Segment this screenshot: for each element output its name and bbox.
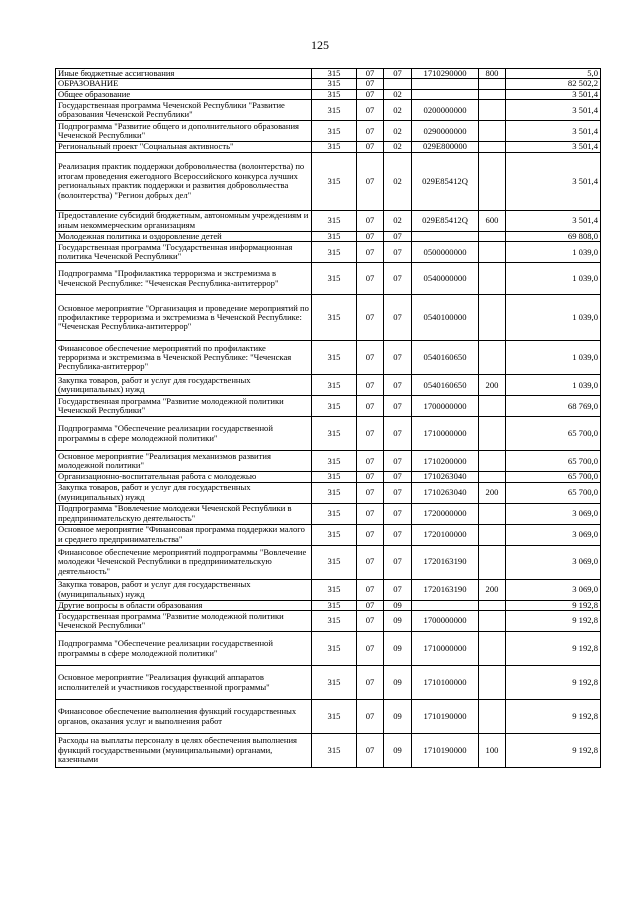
cell-expense-type: [479, 611, 506, 632]
table-row: [56, 545, 601, 579]
cell-name: Реализация практик поддержки добровольчества (волонтерства) по итогам проведения ежегодного Всероссийского конкурса лучших региональных практик поддержки и развития добровольчества (волонтерства) "Регион добрых дел": [56, 152, 312, 210]
cell-section-code: 07: [357, 632, 384, 666]
cell-target-article: 1720163190: [412, 545, 479, 579]
cell-subsection-code: 07: [384, 375, 412, 396]
cell-subsection-code: [384, 79, 412, 89]
cell-ministry-code: 315: [312, 472, 357, 482]
cell-target-article: 1710190000: [412, 734, 479, 768]
cell-target-article: 029E85412Q: [412, 210, 479, 231]
table-row: [56, 451, 601, 472]
cell-ministry-code: 315: [312, 482, 357, 503]
cell-section-code: 07: [357, 152, 384, 210]
table-row: [56, 503, 601, 524]
cell-section-code: 07: [357, 700, 384, 734]
cell-amount: 3 069,0: [506, 579, 601, 600]
cell-ministry-code: 315: [312, 152, 357, 210]
cell-ministry-code: 315: [312, 341, 357, 375]
cell-amount: 3 501,4: [506, 89, 601, 99]
budget-table: [55, 68, 601, 768]
cell-section-code: 07: [357, 295, 384, 341]
cell-subsection-code: 07: [384, 451, 412, 472]
cell-target-article: 1700000000: [412, 396, 479, 417]
cell-ministry-code: 315: [312, 632, 357, 666]
cell-amount: 5,0: [506, 69, 601, 79]
table-row: [56, 210, 601, 231]
cell-name: Расходы на выплаты персоналу в целях обеспечения выполнения функций государственными (муниципальными) органами, казенными: [56, 734, 312, 768]
cell-section-code: 07: [357, 341, 384, 375]
table-row: [56, 231, 601, 241]
table-row: [56, 121, 601, 142]
cell-target-article: 1720163190: [412, 579, 479, 600]
cell-section-code: 07: [357, 79, 384, 89]
cell-expense-type: [479, 231, 506, 241]
cell-name: Основное мероприятие "Финансовая программа поддержки малого и среднего предпринимательства": [56, 524, 312, 545]
table-row: [56, 734, 601, 768]
cell-expense-type: 200: [479, 579, 506, 600]
table-row: [56, 700, 601, 734]
cell-expense-type: [479, 545, 506, 579]
cell-target-article: 0540100000: [412, 295, 479, 341]
cell-target-article: 0290000000: [412, 121, 479, 142]
cell-target-article: 1720000000: [412, 503, 479, 524]
cell-amount: 3 501,4: [506, 152, 601, 210]
cell-section-code: 07: [357, 396, 384, 417]
cell-name: Молодежная политика и оздоровление детей: [56, 231, 312, 241]
cell-subsection-code: 07: [384, 503, 412, 524]
cell-ministry-code: 315: [312, 263, 357, 295]
cell-expense-type: [479, 396, 506, 417]
cell-subsection-code: 07: [384, 579, 412, 600]
cell-name: Общее образование: [56, 89, 312, 99]
cell-target-article: 1710190000: [412, 700, 479, 734]
cell-subsection-code: 02: [384, 152, 412, 210]
cell-ministry-code: 315: [312, 666, 357, 700]
cell-amount: 1 039,0: [506, 242, 601, 263]
cell-section-code: 07: [357, 579, 384, 600]
cell-section-code: 07: [357, 482, 384, 503]
cell-subsection-code: 07: [384, 417, 412, 451]
cell-amount: 3 501,4: [506, 210, 601, 231]
cell-amount: 65 700,0: [506, 451, 601, 472]
cell-amount: 3 069,0: [506, 524, 601, 545]
table-row: [56, 79, 601, 89]
cell-target-article: [412, 231, 479, 241]
cell-target-article: 1710000000: [412, 632, 479, 666]
table-row: [56, 375, 601, 396]
cell-ministry-code: 315: [312, 242, 357, 263]
table-row: [56, 69, 601, 79]
cell-subsection-code: 02: [384, 210, 412, 231]
cell-section-code: 07: [357, 210, 384, 231]
cell-ministry-code: 315: [312, 451, 357, 472]
cell-target-article: 0540000000: [412, 263, 479, 295]
cell-target-article: 0540160650: [412, 375, 479, 396]
cell-section-code: 07: [357, 545, 384, 579]
table-row: [56, 100, 601, 121]
cell-expense-type: [479, 152, 506, 210]
table-row: [56, 295, 601, 341]
cell-expense-type: [479, 700, 506, 734]
cell-target-article: 1710100000: [412, 666, 479, 700]
cell-target-article: [412, 89, 479, 99]
cell-expense-type: [479, 341, 506, 375]
table-row: [56, 417, 601, 451]
cell-ministry-code: 315: [312, 69, 357, 79]
cell-ministry-code: 315: [312, 295, 357, 341]
cell-section-code: 07: [357, 375, 384, 396]
cell-target-article: 1710263040: [412, 482, 479, 503]
cell-name: Региональный проект "Социальная активность": [56, 142, 312, 152]
cell-amount: 3 501,4: [506, 100, 601, 121]
table-row: [56, 341, 601, 375]
table-row: [56, 611, 601, 632]
cell-name: Финансовое обеспечение мероприятий по профилактике терроризма и экстремизма в Чеченской Республике: "Чеченская Республика-антитеррор": [56, 341, 312, 375]
table-row: [56, 152, 601, 210]
table-row: [56, 600, 601, 610]
cell-subsection-code: 07: [384, 69, 412, 79]
table-row: [56, 263, 601, 295]
page-number: 125: [311, 38, 329, 52]
cell-ministry-code: 315: [312, 210, 357, 231]
cell-target-article: 029E85412Q: [412, 152, 479, 210]
cell-name: Основное мероприятие "Реализация функций аппаратов исполнителей и участников государственной программы": [56, 666, 312, 700]
cell-subsection-code: 02: [384, 121, 412, 142]
cell-expense-type: [479, 89, 506, 99]
cell-name: Подпрограмма "Обеспечение реализации государственной программы в сфере молодежной политики": [56, 417, 312, 451]
cell-amount: 82 502,2: [506, 79, 601, 89]
cell-subsection-code: 07: [384, 545, 412, 579]
cell-ministry-code: 315: [312, 611, 357, 632]
cell-ministry-code: 315: [312, 231, 357, 241]
cell-ministry-code: 315: [312, 503, 357, 524]
cell-subsection-code: 09: [384, 632, 412, 666]
cell-section-code: 07: [357, 69, 384, 79]
table-row: [56, 666, 601, 700]
cell-target-article: 029E800000: [412, 142, 479, 152]
cell-subsection-code: 07: [384, 341, 412, 375]
cell-expense-type: [479, 263, 506, 295]
cell-expense-type: 800: [479, 69, 506, 79]
cell-section-code: 07: [357, 524, 384, 545]
cell-amount: 65 700,0: [506, 417, 601, 451]
cell-expense-type: [479, 100, 506, 121]
cell-section-code: 07: [357, 121, 384, 142]
table-row: [56, 632, 601, 666]
cell-expense-type: [479, 632, 506, 666]
cell-name: Организационно-воспитательная работа с молодежью: [56, 472, 312, 482]
cell-name: Закупка товаров, работ и услуг для государственных (муниципальных) нужд: [56, 482, 312, 503]
cell-subsection-code: 02: [384, 89, 412, 99]
cell-target-article: 1710263040: [412, 472, 479, 482]
cell-target-article: 0500000000: [412, 242, 479, 263]
cell-expense-type: [479, 295, 506, 341]
cell-expense-type: 200: [479, 375, 506, 396]
cell-expense-type: [479, 79, 506, 89]
cell-expense-type: [479, 472, 506, 482]
cell-subsection-code: 09: [384, 600, 412, 610]
cell-expense-type: 100: [479, 734, 506, 768]
cell-expense-type: [479, 121, 506, 142]
cell-ministry-code: 315: [312, 579, 357, 600]
cell-amount: 9 192,8: [506, 611, 601, 632]
cell-name: Предоставление субсидий бюджетным, автономным учреждениям и иным некоммерческим организациям: [56, 210, 312, 231]
cell-subsection-code: 07: [384, 472, 412, 482]
cell-section-code: 07: [357, 666, 384, 700]
cell-name: Другие вопросы в области образования: [56, 600, 312, 610]
cell-subsection-code: 02: [384, 100, 412, 121]
cell-ministry-code: 315: [312, 142, 357, 152]
cell-amount: 9 192,8: [506, 734, 601, 768]
cell-amount: 65 700,0: [506, 472, 601, 482]
cell-name: Государственная программа "Развитие молодежной политики Чеченской Республики": [56, 611, 312, 632]
table-row: [56, 472, 601, 482]
cell-section-code: 07: [357, 503, 384, 524]
cell-name: Подпрограмма "Профилактика терроризма и экстремизма в Чеченской Республике: "Чеченская Республика-антитеррор": [56, 263, 312, 295]
cell-section-code: 07: [357, 734, 384, 768]
cell-name: Закупка товаров, работ и услуг для государственных (муниципальных) нужд: [56, 375, 312, 396]
cell-ministry-code: 315: [312, 734, 357, 768]
cell-target-article: [412, 79, 479, 89]
cell-subsection-code: 07: [384, 295, 412, 341]
cell-ministry-code: 315: [312, 100, 357, 121]
cell-ministry-code: 315: [312, 545, 357, 579]
table-row: [56, 89, 601, 99]
cell-subsection-code: 07: [384, 482, 412, 503]
cell-name: Основное мероприятие "Организация и проведение мероприятий по профилактике терроризма и экстремизма в Чеченской Республике: "Чеченская Республика-антитеррор": [56, 295, 312, 341]
cell-target-article: 1710000000: [412, 417, 479, 451]
cell-expense-type: [479, 142, 506, 152]
cell-section-code: 07: [357, 451, 384, 472]
cell-name: Государственная программа "Государственная информационная политика Чеченской Республики": [56, 242, 312, 263]
cell-amount: 3 501,4: [506, 142, 601, 152]
cell-target-article: [412, 600, 479, 610]
cell-expense-type: 600: [479, 210, 506, 231]
cell-name: Иные бюджетные ассигнования: [56, 69, 312, 79]
cell-subsection-code: 09: [384, 700, 412, 734]
cell-expense-type: [479, 451, 506, 472]
cell-name: Подпрограмма "Вовлечение молодежи Чеченской Республики в предпринимательскую деятельность": [56, 503, 312, 524]
cell-subsection-code: 07: [384, 231, 412, 241]
cell-amount: 68 769,0: [506, 396, 601, 417]
cell-amount: 1 039,0: [506, 295, 601, 341]
cell-amount: 9 192,8: [506, 700, 601, 734]
cell-name: Государственная программа Чеченской Республики "Развитие образования Чеченской Республики": [56, 100, 312, 121]
cell-amount: 1 039,0: [506, 263, 601, 295]
cell-amount: 1 039,0: [506, 341, 601, 375]
cell-subsection-code: 09: [384, 611, 412, 632]
cell-amount: 3 069,0: [506, 545, 601, 579]
cell-target-article: 1710290000: [412, 69, 479, 79]
table-row: [56, 579, 601, 600]
table-row: [56, 396, 601, 417]
cell-amount: 9 192,8: [506, 666, 601, 700]
cell-target-article: 0200000000: [412, 100, 479, 121]
cell-section-code: 07: [357, 600, 384, 610]
cell-ministry-code: 315: [312, 600, 357, 610]
cell-name: Финансовое обеспечение выполнения функций государственных органов, оказания услуг и выполнения работ: [56, 700, 312, 734]
cell-ministry-code: 315: [312, 375, 357, 396]
table-row: [56, 482, 601, 503]
cell-subsection-code: 07: [384, 242, 412, 263]
cell-ministry-code: 315: [312, 396, 357, 417]
cell-name: ОБРАЗОВАНИЕ: [56, 79, 312, 89]
cell-amount: 3 069,0: [506, 503, 601, 524]
cell-ministry-code: 315: [312, 700, 357, 734]
cell-section-code: 07: [357, 242, 384, 263]
cell-section-code: 07: [357, 263, 384, 295]
cell-name: Подпрограмма "Развитие общего и дополнительного образования Чеченской Республики": [56, 121, 312, 142]
cell-amount: 69 808,0: [506, 231, 601, 241]
cell-name: Подпрограмма "Обеспечение реализации государственной программы в сфере молодежной политики": [56, 632, 312, 666]
cell-target-article: 1700000000: [412, 611, 479, 632]
cell-amount: 1 039,0: [506, 375, 601, 396]
table-row: [56, 142, 601, 152]
cell-expense-type: 200: [479, 482, 506, 503]
cell-ministry-code: 315: [312, 121, 357, 142]
cell-section-code: 07: [357, 417, 384, 451]
table-body: [56, 69, 601, 768]
cell-expense-type: [479, 503, 506, 524]
cell-amount: 3 501,4: [506, 121, 601, 142]
cell-section-code: 07: [357, 142, 384, 152]
cell-name: Финансовое обеспечение мероприятий подпрограммы "Вовлечение молодежи Чеченской Республики в предпринимательскую деятельность": [56, 545, 312, 579]
cell-subsection-code: 09: [384, 734, 412, 768]
cell-ministry-code: 315: [312, 89, 357, 99]
cell-ministry-code: 315: [312, 79, 357, 89]
cell-section-code: 07: [357, 89, 384, 99]
cell-target-article: 0540160650: [412, 341, 479, 375]
cell-name: Государственная программа "Развитие молодежной политики Чеченской Республики": [56, 396, 312, 417]
cell-expense-type: [479, 242, 506, 263]
cell-section-code: 07: [357, 100, 384, 121]
cell-target-article: 1710200000: [412, 451, 479, 472]
cell-ministry-code: 315: [312, 524, 357, 545]
cell-section-code: 07: [357, 611, 384, 632]
cell-subsection-code: 09: [384, 666, 412, 700]
table-row: [56, 524, 601, 545]
cell-amount: 9 192,8: [506, 632, 601, 666]
cell-subsection-code: 07: [384, 396, 412, 417]
cell-amount: 65 700,0: [506, 482, 601, 503]
cell-subsection-code: 07: [384, 524, 412, 545]
cell-subsection-code: 02: [384, 142, 412, 152]
cell-expense-type: [479, 524, 506, 545]
cell-name: Закупка товаров, работ и услуг для государственных (муниципальных) нужд: [56, 579, 312, 600]
cell-expense-type: [479, 600, 506, 610]
cell-subsection-code: 07: [384, 263, 412, 295]
cell-name: Основное мероприятие "Реализация механизмов развития молодежной политики": [56, 451, 312, 472]
cell-expense-type: [479, 417, 506, 451]
table-row: [56, 242, 601, 263]
cell-section-code: 07: [357, 472, 384, 482]
cell-ministry-code: 315: [312, 417, 357, 451]
cell-target-article: 1720100000: [412, 524, 479, 545]
cell-expense-type: [479, 666, 506, 700]
cell-section-code: 07: [357, 231, 384, 241]
cell-amount: 9 192,8: [506, 600, 601, 610]
